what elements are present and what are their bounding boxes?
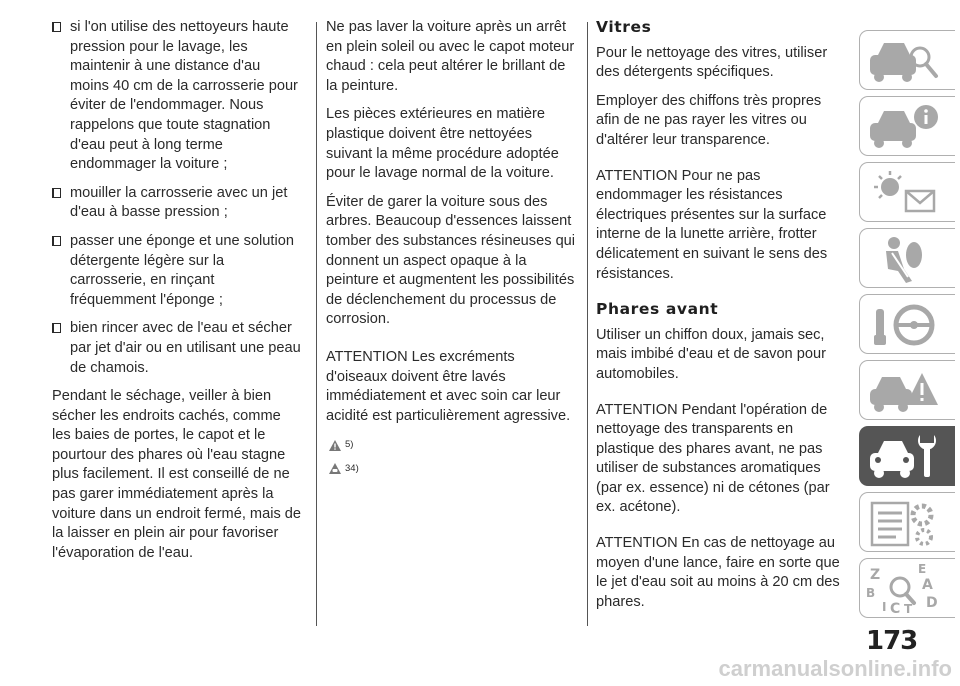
tab-car-warning[interactable] [859, 360, 955, 420]
tab-maintenance[interactable] [859, 426, 955, 486]
alphabet-index-icon [860, 559, 956, 619]
index-letter: T [904, 602, 913, 616]
airbag-person-icon [860, 229, 956, 289]
checkbox-bullet-icon [52, 236, 61, 246]
paragraph: Pour le nettoyage des vitres, utiliser des détergents spécifiques. [596, 44, 828, 81]
attention-note: ATTENTION Pour ne pas endommager les résistances électriques présentes sur la surface interne de la lunette arrière, frotter délicatement en suivant le sens des résistances. [596, 167, 828, 282]
bullet-item: mouiller la carrosserie avec un jet d'eau à basse pression ; [52, 184, 302, 223]
caution-hand-icon [328, 462, 342, 475]
paragraph: Ne pas laver la voiture après un arrêt en plein soleil ou avec le capot moteur chaud : cela peut altérer le brillant de la peinture. [326, 19, 575, 94]
tab-specs[interactable] [859, 492, 955, 552]
attention-note: ATTENTION Pendant l'opération de nettoyage des transparents en plastique des phares avant, ne pas utiliser de substances aromatiques (par ex. essence) ni de cétones (par ex. acétone). [596, 401, 830, 516]
index-letter: E [918, 562, 927, 576]
watermark-text: carmanualsonline.info [718, 656, 952, 681]
warning-triangle-icon [328, 439, 342, 452]
warning-reference[interactable]: 5) [328, 435, 576, 455]
index-letter: B [866, 586, 876, 600]
paragraph: Les pièces extérieures en matière plastique doivent être nettoyées suivant la même procédure adoptée pour le lavage normal de la voiture. [326, 106, 559, 182]
car-wrench-icon [860, 427, 956, 487]
specs-gear-icon [860, 493, 956, 553]
steering-wheel-icon [860, 295, 956, 355]
page-number: 173 [866, 626, 918, 656]
car-search-icon [860, 31, 956, 91]
index-letter: Z [870, 567, 881, 583]
paragraph: Pendant le séchage, veiller à bien sécher les endroits cachés, comme les baies de portes, le capot et le pourtour des phares où l'eau stagne plus facilement. Il est conseillé de ne pas garer immédiatement après la voiture dans un endroit fermé, mais de la laisser en plein air pour favoriser l'évaporation de l'eau. [52, 388, 302, 561]
paragraph: Utiliser un chiffon doux, jamais sec, mais imbibé d'eau et de savon pour automobiles. [596, 326, 826, 382]
column-right [596, 18, 848, 621]
bullet-item: si l'on utilise des nettoyeurs haute pression pour le lavage, les maintenir à une distance d'au moins 40 cm de la carrosserie pour éviter de l'endommager. Nous rappelons que toute stagnation d'eau peut à long terme endommager la voiture ; [52, 18, 302, 175]
checkbox-bullet-icon [52, 188, 61, 198]
tab-airbag[interactable] [859, 228, 955, 288]
index-letter: C [890, 601, 901, 617]
tab-index[interactable] [859, 558, 955, 618]
car-info-icon [860, 97, 956, 157]
checkbox-bullet-icon [52, 323, 61, 333]
section-heading: Phares avant [596, 300, 719, 319]
tab-warning-lights[interactable] [859, 162, 955, 222]
attention-note: ATTENTION Les excréments d'oiseaux doivent être lavés immédiatement et avec soin car leur acidité est particulièrement agressive. [326, 348, 571, 424]
column-divider [587, 22, 588, 626]
chapter-tabs [859, 30, 955, 624]
index-letter: A [922, 577, 933, 593]
column-left [52, 18, 302, 572]
tab-steering[interactable] [859, 294, 955, 354]
checkbox-bullet-icon [52, 22, 61, 32]
paragraph: Éviter de garer la voiture sous des arbres. Beaucoup d'essences laissent tomber des substances résineuses qui donnent un aspect opaque à la peinture et augmentent les possibilités de déclenchement du processus de corrosion. [326, 193, 576, 328]
attention-note: ATTENTION En cas de nettoyage au moyen d'une lance, faire en sorte que le jet d'eau soit au moins à 20 cm des phares. [596, 535, 840, 610]
index-letter: I [882, 600, 887, 614]
column-divider [316, 22, 317, 626]
car-warning-icon [860, 361, 956, 421]
bullet-item: passer une éponge et une solution détergente légère sur la carrosserie, en rinçant fréquemment l'éponge ; [52, 232, 302, 310]
column-middle [326, 18, 576, 482]
section-heading: Vitres [596, 18, 652, 36]
tab-car-info[interactable] [859, 96, 955, 156]
bullet-item: bien rincer avec de l'eau et sécher par jet d'air ou en utilisant une peau de chamois. [52, 319, 302, 378]
paragraph: Employer des chiffons très propres afin de ne pas rayer les vitres ou d'altérer leur transparence. [596, 92, 822, 148]
warning-lights-icon [860, 163, 956, 223]
caution-reference[interactable]: 34) [328, 459, 576, 479]
tab-car-search[interactable] [859, 30, 955, 90]
index-letter: D [926, 595, 938, 611]
